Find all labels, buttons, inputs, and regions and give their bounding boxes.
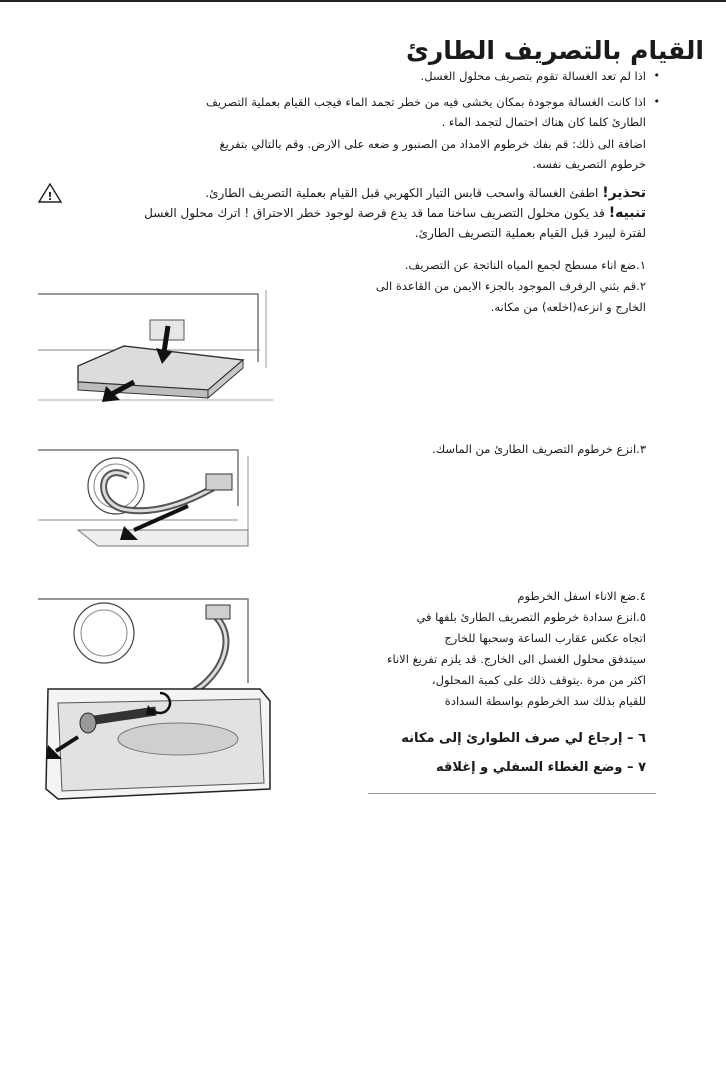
bullet-dot: • xyxy=(653,95,660,108)
step-4: ٤.ضع الاناء اسفل الخرطوم xyxy=(517,589,646,603)
step-1: ١.ضع اناء مسطح لجمع المياه الناتجة عن التصريف. xyxy=(404,258,646,272)
section-divider xyxy=(368,793,656,794)
bullet-dot: • xyxy=(653,69,660,82)
warning-triangle-icon xyxy=(38,183,62,207)
top-border xyxy=(0,0,726,2)
warning-line: تحذير! اطفئ الغسالة واسحب قابس التيار الكهربي قبل القيام بعملية التصريف الطارئ. xyxy=(205,185,646,201)
illustration-hose-holder xyxy=(38,446,273,562)
svg-text:!: ! xyxy=(47,190,53,203)
illustration-tray-under-flap xyxy=(38,290,273,416)
step-7: ٧ – وضع الغطاء السفلي و إغلاقه xyxy=(435,760,646,775)
page-title: القيام بالتصريف الطارئ xyxy=(406,36,704,65)
caution-line: تنبيه! قد يكون محلول التصريف ساخنا مما قد يدع فرصة لوجود خطر الاحتراق ! اترك محلول الغسل xyxy=(144,205,646,221)
step-6: ٦ – إرجاع لي صرف الطوارئ إلى مكانه xyxy=(401,731,646,746)
warning-block: تحذير! اطفئ الغسالة واسحب قابس التيار الكهربي قبل القيام بعملية التصريف الطارئ. تنبيه! قد يكون محلول التصريف ساخنا مما قد يدع فرصة لوجود خطر الاحتراق ! اترك محلول الغسل لفترة ليبرد قبل القيام بعملية التصريف الطارئ. xyxy=(86,183,646,243)
step-2: ٢.قم بثني الرفرف الموجود بالجزء الايمن من القاعدة الى الخارج و انزعه(اخلعه) من مكانه. xyxy=(375,279,646,314)
intro-bullet-1: • اذا لم تعد الغسالة تقوم بتصريف محلول الغسل. xyxy=(421,66,646,86)
illustration-drain-container xyxy=(38,593,278,807)
step-5: ٥.انزع سدادة خرطوم التصريف الطارئ بلفها في اتجاه عكس عقارب الساعة وسحبها للخارج سيتدفق محلول الغسل الى الخارج. قد يلزم تفريغ الاناء اكثر من مرة .يتوقف ذلك على كمية المحلول، للقيام بذلك سد الخرطوم بواسطة السدادة xyxy=(387,610,646,708)
intro-extra-note: اضافة الى ذلك: قم بفك خرطوم الامداد من الصنبور و ضعه على الارض. وقم بالتالي بتفريغ خرطوم التصريف نفسه. xyxy=(219,137,646,171)
intro-bullet-2: • اذا كانت الغسالة موجودة بمكان يخشى فيه من خطر تجمد الماء فيجب القيام بعملية التصريف الطارئ كلما كان هناك احتمال لتجمد الماء . xyxy=(206,92,646,132)
step-3: ٣.انزع خرطوم التصريف الطارئ من الماسك. xyxy=(432,442,646,456)
